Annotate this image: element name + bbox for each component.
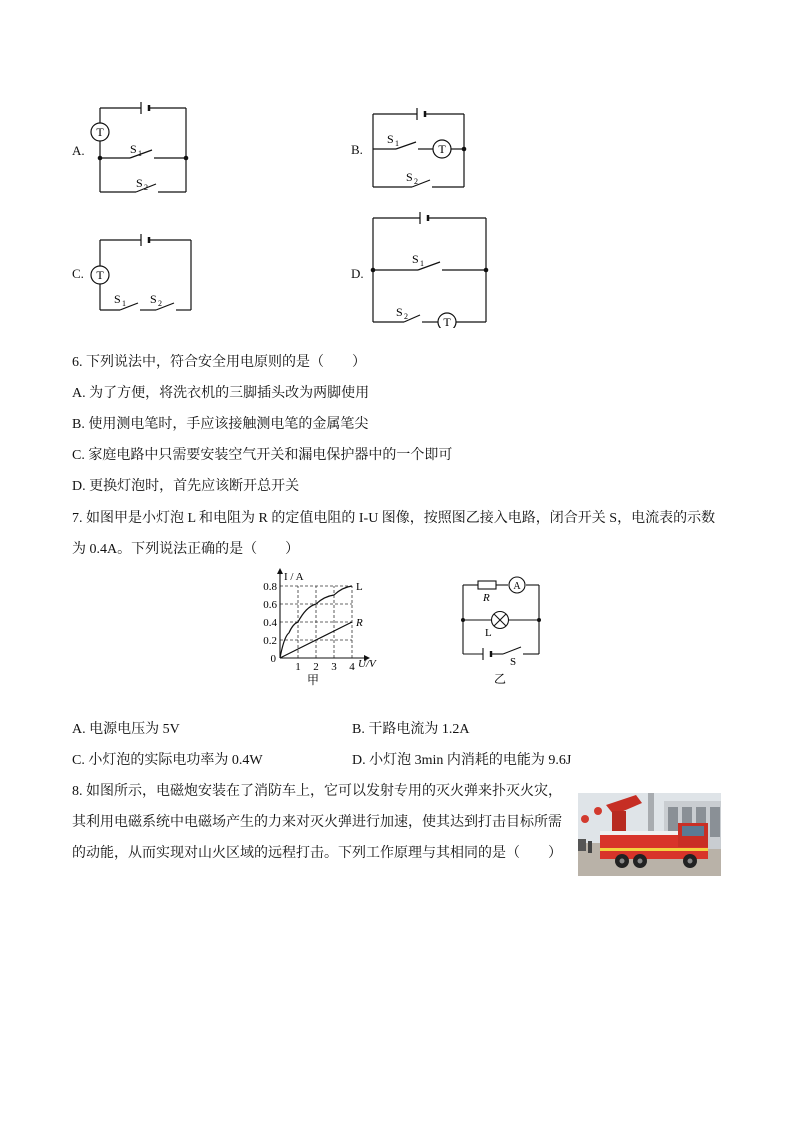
svg-text:T: T bbox=[96, 125, 104, 139]
svg-text:A: A bbox=[513, 581, 521, 592]
q6-option-a: A. 为了方便，将洗衣机的三脚插头改为两脚使用 bbox=[72, 386, 370, 401]
y-axis-label: I / A bbox=[284, 571, 304, 583]
q6-option-b: B. 使用测电笔时，手应该接触测电笔的金属笔尖 bbox=[72, 417, 369, 432]
svg-text:1: 1 bbox=[122, 299, 126, 308]
svg-text:2: 2 bbox=[414, 177, 418, 186]
question-8-line2: 其利用电磁系统中电磁场产生的力来对灭火弹进行加速，使其达到打击目标所需 bbox=[72, 815, 562, 830]
circuit-diagram-c bbox=[88, 232, 198, 317]
svg-text:1: 1 bbox=[395, 139, 399, 148]
circuit-diagram-d bbox=[368, 210, 493, 328]
svg-text:S: S bbox=[412, 252, 419, 266]
svg-text:2: 2 bbox=[404, 312, 408, 321]
question-7-stem-line2: 为 0.4A。下列说法正确的是（ ） bbox=[72, 542, 300, 557]
q6-option-d: D. 更换灯泡时，首先应该断开总开关 bbox=[72, 479, 300, 494]
y-tick-label: 0.6 bbox=[263, 599, 277, 611]
q7-option-a: A. 电源电压为 5V bbox=[72, 722, 180, 737]
option-d-label: D. bbox=[351, 266, 364, 281]
question-8-line3: 的动能，从而实现对山火区域的远程打击。下列工作原理与其相同的是（ ） bbox=[72, 846, 562, 861]
y-tick-label: 0.8 bbox=[263, 581, 277, 593]
svg-text:R: R bbox=[483, 592, 490, 604]
svg-text:S: S bbox=[396, 305, 403, 319]
svg-text:S: S bbox=[406, 170, 413, 184]
circuit-diagram-a bbox=[90, 98, 200, 198]
svg-text:S: S bbox=[150, 292, 157, 306]
question-6-stem: 6. 下列说法中，符合安全用电原则的是（ ） bbox=[72, 355, 366, 370]
x-axis-label: U/V bbox=[358, 658, 376, 670]
svg-text:1: 1 bbox=[420, 259, 424, 268]
y-tick-label: 0.4 bbox=[263, 617, 277, 629]
x-tick-label: 2 bbox=[313, 661, 319, 673]
resistor-icon bbox=[478, 581, 496, 589]
question-8-line1: 8. 如图所示，电磁炮安装在了消防车上，它可以发射专用的灭火弹来扑灭火灾， bbox=[72, 784, 562, 799]
x-tick-label: 3 bbox=[331, 661, 337, 673]
circuit-diagram-yi bbox=[455, 573, 550, 685]
svg-text:1: 1 bbox=[138, 149, 142, 158]
circuit-diagram-b bbox=[368, 103, 473, 193]
x-tick-label: 4 bbox=[349, 661, 355, 673]
svg-text:S: S bbox=[510, 656, 517, 668]
svg-text:S: S bbox=[136, 176, 143, 190]
q7-option-b: B. 干路电流为 1.2A bbox=[352, 722, 470, 737]
option-a-label: A. bbox=[72, 143, 85, 158]
series-label-r: R bbox=[356, 617, 363, 629]
series-label-l: L bbox=[356, 581, 363, 593]
svg-text:T: T bbox=[96, 268, 104, 282]
svg-text:T: T bbox=[443, 315, 451, 328]
fire-truck-railgun-photo bbox=[578, 793, 721, 876]
origin-label: 0 bbox=[270, 653, 276, 665]
svg-text:2: 2 bbox=[158, 299, 162, 308]
svg-text:S: S bbox=[130, 142, 137, 156]
svg-text:2: 2 bbox=[144, 183, 148, 192]
fig-yi-caption: 乙 bbox=[493, 672, 507, 685]
q6-option-c: C. 家庭电路中只需要安装空气开关和漏电保护器中的一个即可 bbox=[72, 448, 453, 463]
q7-option-d: D. 小灯泡 3min 内消耗的电能为 9.6J bbox=[352, 753, 572, 768]
x-tick-label: 1 bbox=[295, 661, 301, 673]
svg-text:S: S bbox=[114, 292, 121, 306]
y-axis-arrow bbox=[277, 568, 283, 574]
iu-graph-jia bbox=[245, 560, 385, 690]
option-b-label: B. bbox=[351, 142, 363, 157]
option-c-label: C. bbox=[72, 266, 84, 281]
q7-option-c: C. 小灯泡的实际电功率为 0.4W bbox=[72, 753, 263, 768]
svg-text:T: T bbox=[438, 142, 446, 156]
fig-jia-caption: 甲 bbox=[306, 673, 320, 687]
svg-text:L: L bbox=[485, 627, 492, 639]
question-7-stem-line1: 7. 如图甲是小灯泡 L 和电阻为 R 的定值电阻的 I-U 图像，按照图乙接入电路，闭合开关 S，电流表的示数 bbox=[72, 511, 716, 526]
svg-text:S: S bbox=[387, 132, 394, 146]
y-tick-label: 0.2 bbox=[263, 635, 277, 647]
